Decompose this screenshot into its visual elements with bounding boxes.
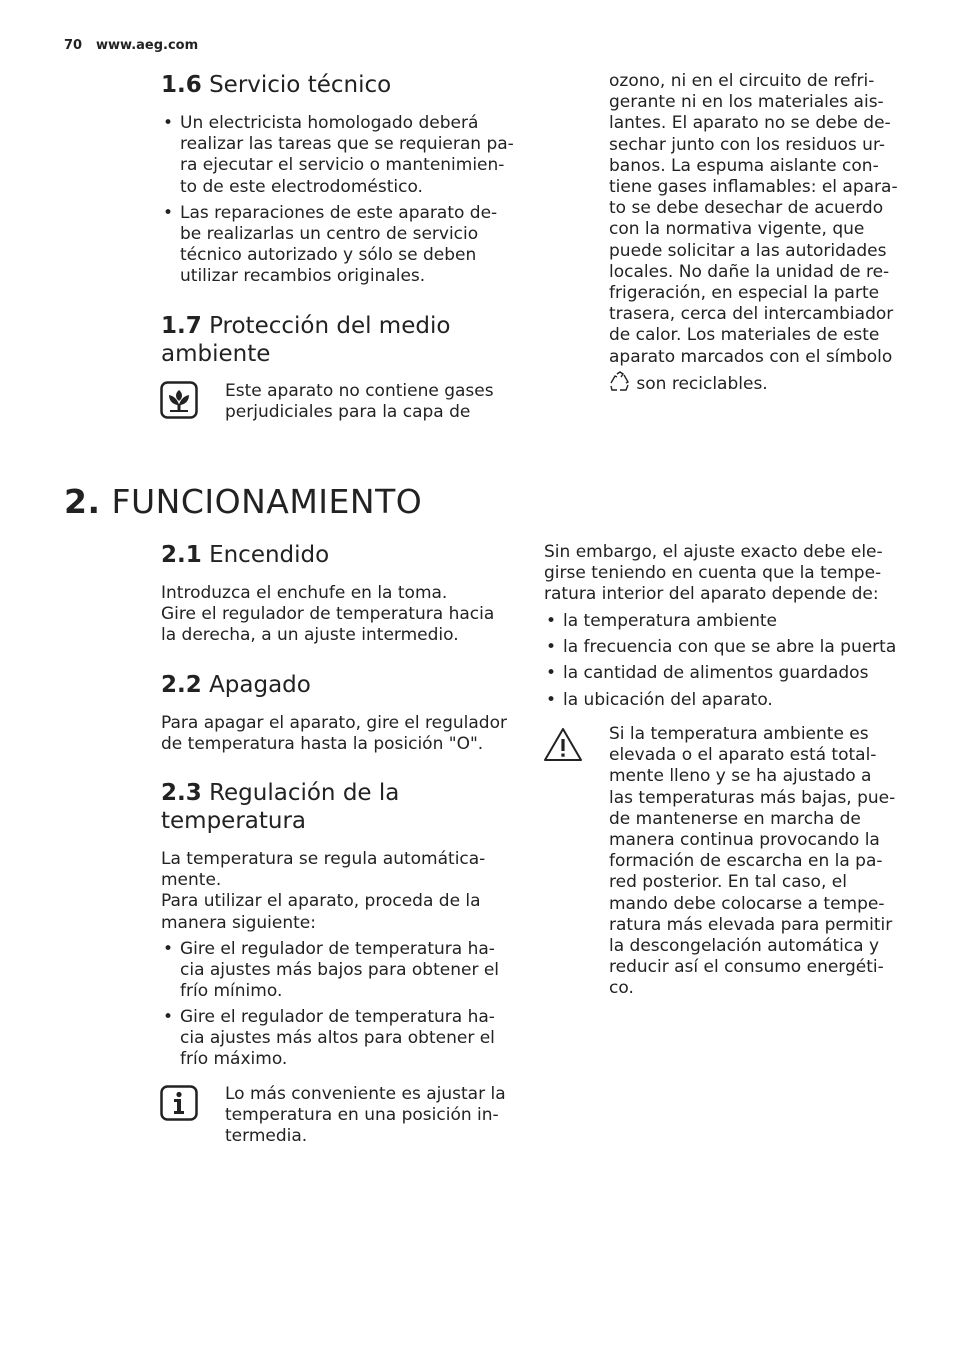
chapter-heading: [64, 482, 422, 522]
text-line: lantes. El aparato no se debe de-: [609, 113, 891, 134]
text-line: • Las reparaciones de este aparato de-: [180, 202, 498, 223]
section-2-3-heading: [161, 779, 399, 835]
section-title: Servicio técnico: [209, 72, 392, 98]
text-line: mente.: [161, 870, 222, 891]
list-item: • la frecuencia con que se abre la puerta: [544, 637, 924, 658]
text-line: locales. No dañe la unidad de re-: [609, 261, 890, 282]
text-line: manera continua provocando la: [609, 830, 880, 851]
text-line: to se debe desechar de acuerdo: [609, 198, 884, 219]
text-line: Sin embargo, el ajuste exacto debe ele-: [544, 542, 883, 562]
text-line: formación de escarcha en la pa-: [609, 851, 883, 872]
text-line: Si la temperatura ambiente es: [609, 724, 869, 744]
list-item: • la ubicación del aparato.: [544, 690, 924, 711]
text-line: la descongelación automática y: [609, 936, 880, 957]
text-line: ozono, ni en el circuito de refri-: [609, 71, 875, 91]
text-line: cia ajustes más bajos para obtener el: [180, 960, 500, 981]
section-2-3-intro: [161, 849, 485, 934]
text-line: técnico autorizado y sólo se deben: [180, 245, 477, 266]
text-line: frigeración, en especial la parte: [609, 283, 880, 304]
text-line: Gire el regulador de temperatura hacia: [161, 604, 495, 625]
section-number: 1.7: [161, 313, 202, 339]
info-note: [225, 1084, 506, 1148]
text-line: las temperaturas más bajas, pue-: [609, 787, 896, 808]
list-item: [161, 113, 521, 198]
text-line: ratura más elevada para permitir: [609, 914, 893, 935]
section-2-1-heading: [161, 541, 329, 569]
header-url: www.aeg.com: [96, 38, 199, 53]
section-title: Protección del medio: [209, 313, 451, 339]
text-line: • Gire el regulador de temperatura ha-: [180, 939, 495, 959]
text-line: termedia.: [225, 1126, 308, 1147]
section-2-2-heading: [161, 671, 311, 699]
text-line: to de este electrodoméstico.: [180, 176, 423, 197]
section-1-7-heading: [161, 312, 450, 368]
section-2-2-body: [161, 713, 507, 755]
text-line: de mantenerse en marcha de: [609, 808, 861, 829]
recycle-text: son reciclables.: [636, 373, 768, 394]
section-number: 1.6: [161, 72, 202, 98]
text-line: reducir así el consumo energéti-: [609, 957, 884, 978]
list-item: • la cantidad de alimentos guardados: [544, 663, 924, 684]
text-line: tiene gases inflamables: el apara-: [609, 177, 898, 198]
text-line: realizar las tareas que se requieran pa-: [180, 134, 514, 155]
environment-note: [225, 381, 494, 423]
page-number: 70: [64, 38, 83, 53]
text-line: manera siguiente:: [161, 912, 316, 933]
text-line: de calor. Los materiales de este: [609, 325, 880, 346]
list-item: • la temperatura ambiente: [544, 611, 924, 632]
info-icon: [160, 1085, 198, 1121]
section-number: 2.1: [161, 542, 202, 568]
text-line: Este aparato no contiene gases: [225, 381, 494, 401]
text-line: temperatura en una posición in-: [225, 1105, 499, 1126]
text-line: Introduzca el enchufe en la toma.: [161, 583, 448, 603]
chapter-title: FUNCIONAMIENTO: [111, 482, 423, 521]
text-line: Para apagar el aparato, gire el regulador: [161, 713, 507, 733]
section-title: Regulación de la: [209, 780, 400, 806]
section-number: 2.3: [161, 780, 202, 806]
section-1-6-list: [161, 113, 521, 288]
text-line: frío máximo.: [180, 1049, 288, 1070]
warning-icon: [543, 727, 583, 763]
text-line: aparato marcados con el símbolo: [609, 346, 893, 367]
section-number: 2.2: [161, 672, 202, 698]
text-line: ra ejecutar el servicio o mantenimien-: [180, 155, 505, 176]
text-line: utilizar recambios originales.: [180, 266, 426, 287]
list-item: [161, 1007, 521, 1071]
text-line: Para utilizar el aparato, proceda de la: [161, 891, 481, 912]
section-1-6-heading: [161, 71, 391, 99]
text-line: • Gire el regulador de temperatura ha-: [180, 1006, 495, 1027]
text-line: frío mínimo.: [180, 981, 283, 1002]
text-line: de temperatura hasta la posición "O".: [161, 734, 484, 755]
warning-note: [609, 724, 895, 1000]
text-line: ratura interior del aparato depende de:: [544, 584, 879, 605]
list-item: [161, 203, 521, 288]
text-line: Lo más conveniente es ajustar la: [225, 1084, 506, 1104]
section-title: Encendido: [209, 542, 330, 568]
recycle-icon: [609, 371, 631, 393]
section-title: Apagado: [209, 672, 311, 698]
section-title-cont: temperatura: [161, 808, 307, 834]
text-line: banos. La espuma aislante con-: [609, 155, 879, 176]
text-line: mando debe colocarse a tempe-: [609, 893, 885, 914]
text-line: gerante ni en los materiales ais-: [609, 92, 884, 113]
section-title-cont: ambiente: [161, 341, 271, 367]
text-line: mente lleno y se ha ajustado a: [609, 766, 872, 787]
temperature-factors-list: [544, 611, 924, 711]
text-line: red posterior. En tal caso, el: [609, 872, 847, 893]
text-line: puede solicitar a las autoridades: [609, 240, 887, 261]
text-line: con la normativa vigente, que: [609, 219, 865, 240]
text-line: co.: [609, 978, 634, 999]
text-line: trasera, cerca del intercambiador: [609, 304, 894, 325]
text-line: cia ajustes más altos para obtener el: [180, 1027, 495, 1048]
text-line: la derecha, a un ajuste intermedio.: [161, 625, 459, 646]
text-line: • Un electricista homologado deberá: [180, 113, 479, 133]
environment-flower-icon: [160, 381, 198, 419]
chapter-number: 2.: [64, 482, 101, 521]
list-item: [161, 939, 521, 1003]
environment-note-continued: [609, 71, 898, 395]
text-line: be realizarlas un centro de servicio: [180, 224, 479, 245]
text-line: girse teniendo en cuenta que la tempe-: [544, 563, 882, 584]
section-2-1-body: [161, 583, 494, 647]
right-column-intro: [544, 542, 883, 606]
text-line: perjudiciales para la capa de: [225, 402, 471, 423]
text-line: La temperatura se regula automática-: [161, 849, 486, 869]
text-line: elevada o el aparato está total-: [609, 745, 877, 766]
section-2-3-list: [161, 939, 521, 1070]
text-line: sechar junto con los residuos ur-: [609, 134, 885, 155]
